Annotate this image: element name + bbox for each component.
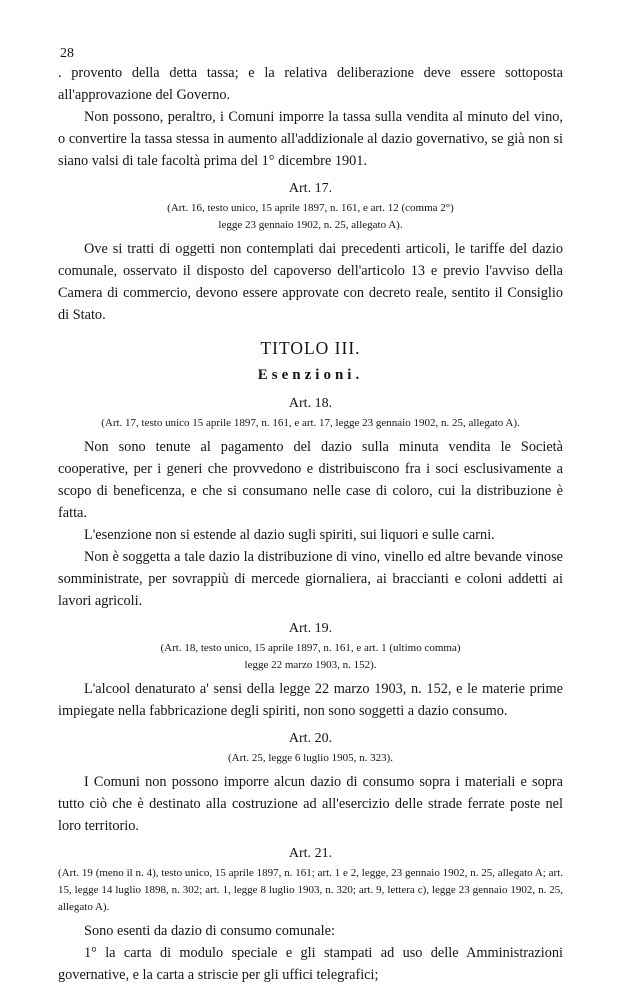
article-18-paragraph-2: L'esenzione non si estende al dazio sugli spiriti, sui liquori e sulle carni. <box>84 527 495 543</box>
article-heading-20: Art. 20. <box>288 731 333 746</box>
article-17-reference-line2: legge 23 gennaio 1902, n. 25, allegato A). <box>218 219 403 231</box>
article-19-text: L'alcool denaturato a' sensi della legge 22 marzo 1903, n. 152, e le materie prime impiegate nella fabbricazione degli spiriti, non sono soggetti a dazio consumo. <box>58 681 563 719</box>
page-number: 28 <box>60 46 74 61</box>
page-body <box>58 62 563 986</box>
article-17-reference-line1: (Art. 16, testo unico, 15 aprile 1897, n. 161, e art. 12 (comma 2°) <box>167 202 454 214</box>
article-18-reference: (Art. 17, testo unico 15 aprile 1897, n. 161, e art. 17, legge 23 gennaio 1902, n. 25, allegato A). <box>101 417 520 429</box>
article-20-reference: (Art. 25, legge 6 luglio 1905, n. 323). <box>228 752 393 764</box>
article-heading-21: Art. 21. <box>288 846 333 861</box>
article-17-text: Ove si tratti di oggetti non contemplati dai precedenti articoli, le tariffe del dazio comunale, osservato il disposto del capoverso dell'articolo 13 e previo l'avviso della Camera di commercio, devono essere approvate con decreto reale, sentito il Consiglio di Stato. <box>58 241 563 323</box>
article-18-paragraph-1: Non sono tenute al pagamento del dazio sulla minuta vendita le Società cooperative, per i generi che provvedono e distribuiscono fra i soci esclusivamente a scopo di beneficenza, e che si consumano nelle case di coloro, cui la distribuzione è fatta. <box>58 439 563 521</box>
article-19-reference-line2: legge 22 marzo 1903, n. 152). <box>244 659 377 671</box>
paragraph: Non possono, peraltro, i Comuni imporre la tassa sulla vendita al minuto del vino, o convertire la tassa stessa in aumento all'addizionale al dazio governativo, se già non si siano valsi di tale facoltà prima del 1° dicembre 1901. <box>58 109 563 169</box>
article-19-reference <box>58 640 563 674</box>
article-18-paragraph-3: Non è soggetta a tale dazio la distribuzione di vino, vinello ed altre bevande vinose somministrate, per sovrappiù di mercede giornaliera, ai braccianti e coloni addetti ai lavori agricoli. <box>58 549 563 609</box>
article-21-reference <box>58 865 563 916</box>
article-19-reference-line1: (Art. 18, testo unico, 15 aprile 1897, n. 161, e art. 1 (ultimo comma) <box>160 642 461 654</box>
article-20-text: I Comuni non possono imporre alcun dazio di consumo sopra i materiali e sopra tutto ciò che è destinato alla costruzione ad all'esercizio delle strade ferrate poste nel loro territorio. <box>58 774 563 834</box>
article-21-paragraph-2: 1° la carta di modulo speciale e gli stampati ad uso delle Amministrazioni governative, e la carta a striscie per gli uffici telegrafici; <box>58 945 563 983</box>
article-heading-17: Art. 17. <box>288 181 333 196</box>
paragraph-continuation: . provento della detta tassa; e la relativa deliberazione deve essere sottoposta all'approvazione del Governo. <box>58 65 563 103</box>
article-17-reference <box>58 200 563 234</box>
article-21-reference-line1: (Art. 19 (meno il n. 4), testo unico, 15 aprile 1897, n. 161; art. 1 e 2, legge, 23 gennaio 1902, n. 25, allegato A; art. 15, legge 14 luglio 1898, n. 302; art. 1, legge 8 luglio 1903, n. 320; art. 9, lettera c), <box>58 867 563 896</box>
section-title: TITOLO III. <box>260 338 361 358</box>
article-heading-19: Art. 19. <box>288 621 333 636</box>
article-21-reference-line2: legge 23 gennaio 1902, n. 25, allegato A). <box>58 884 563 913</box>
section-subtitle: Esenzioni. <box>257 367 364 383</box>
article-21-paragraph-1: Sono esenti da dazio di consumo comunale: <box>84 923 335 939</box>
article-heading-18: Art. 18. <box>288 396 333 411</box>
